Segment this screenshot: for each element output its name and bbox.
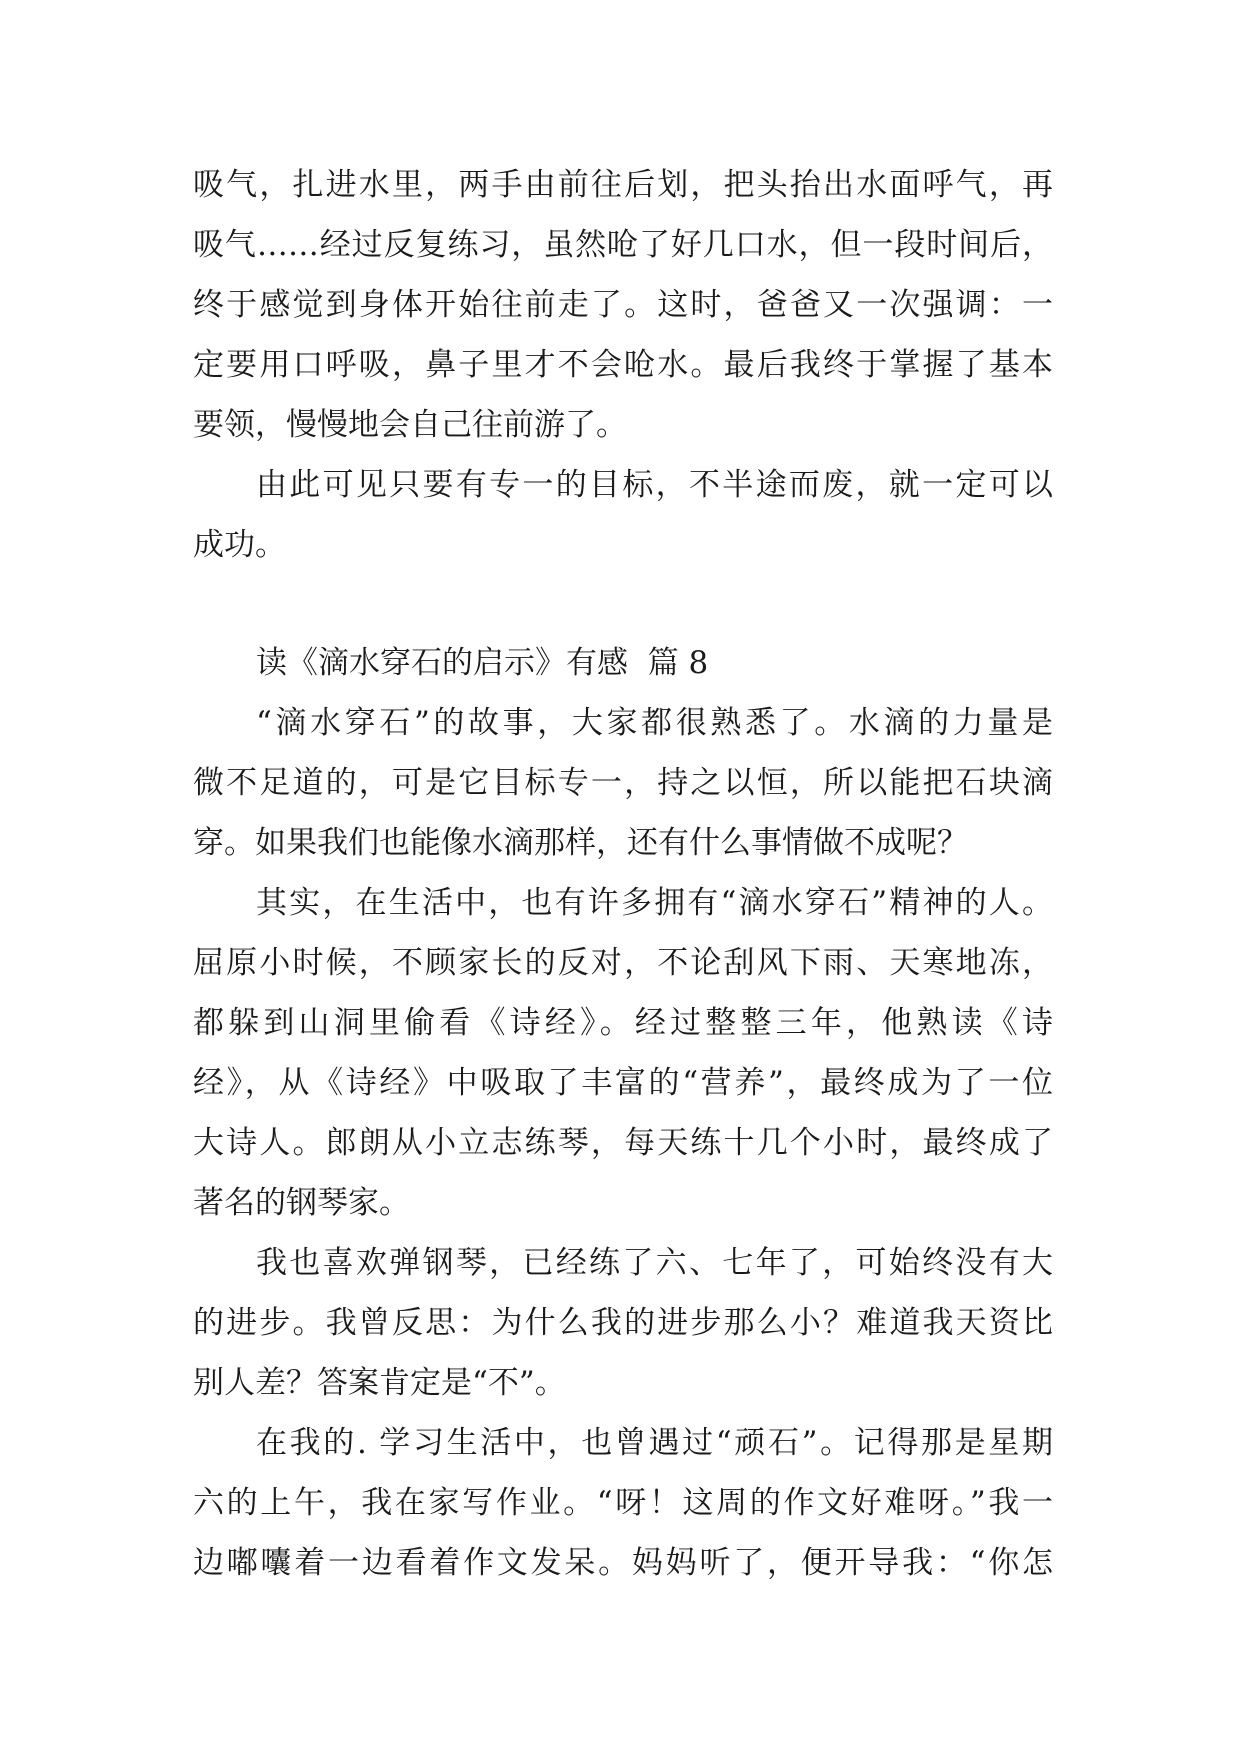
article-heading: 读《滴水穿石的启示》有感 篇 8: [256, 645, 709, 681]
text-line: 经》，从《诗经》中吸取了丰富的“营养”，最终成为了一位: [193, 1065, 1053, 1101]
text-line: “滴水穿石”的故事，大家都很熟悉了。水滴的力量是: [256, 705, 1053, 741]
text-line: 别人差？答案肯定是“不”。: [193, 1365, 566, 1401]
text-line: 吸气，扎进水里，两手由前往后划，把头抬出水面呼气，再: [193, 167, 1053, 203]
text-line: 的进步。我曾反思：为什么我的进步那么小？难道我天资比: [193, 1305, 1053, 1341]
text-line: 著名的钢琴家。: [193, 1185, 410, 1221]
text-line: 在我的. 学习生活中，也曾遇过“顽石”。记得那是星期: [256, 1425, 1053, 1461]
text-line: 由此可见只要有专一的目标，不半途而废，就一定可以: [256, 467, 1053, 503]
text-line: 六的上午，我在家写作业。“呀！这周的作文好难呀。”我一: [193, 1485, 1053, 1521]
text-line: 其实，在生活中，也有许多拥有“滴水穿石”精神的人。: [256, 885, 1053, 921]
text-line: 要领，慢慢地会自己往前游了。: [193, 407, 627, 443]
text-line: 成功。: [193, 527, 286, 563]
text-line: 定要用口呼吸，鼻子里才不会呛水。最后我终于掌握了基本: [193, 347, 1053, 383]
text-line: 都躲到山洞里偷看《诗经》。经过整整三年，他熟读《诗: [193, 1005, 1053, 1041]
text-line: 屈原小时候，不顾家长的反对，不论刮风下雨、天寒地冻，: [193, 945, 1053, 981]
text-line: 穿。如果我们也能像水滴那样，还有什么事情做不成呢？: [193, 825, 968, 861]
text-line: 终于感觉到身体开始往前走了。这时，爸爸又一次强调：一: [193, 287, 1053, 323]
text-line: 吸气……经过反复练习，虽然呛了好几口水，但一段时间后，: [193, 227, 1053, 263]
text-line: 微不足道的，可是它目标专一，持之以恒，所以能把石块滴: [193, 765, 1053, 801]
text-line: 我也喜欢弹钢琴，已经练了六、七年了，可始终没有大: [256, 1245, 1053, 1281]
text-line: 大诗人。郎朗从小立志练琴，每天练十几个小时，最终成了: [193, 1125, 1053, 1161]
text-line: 边嘟囔着一边看着作文发呆。妈妈听了，便开导我：“你怎: [193, 1545, 1053, 1581]
